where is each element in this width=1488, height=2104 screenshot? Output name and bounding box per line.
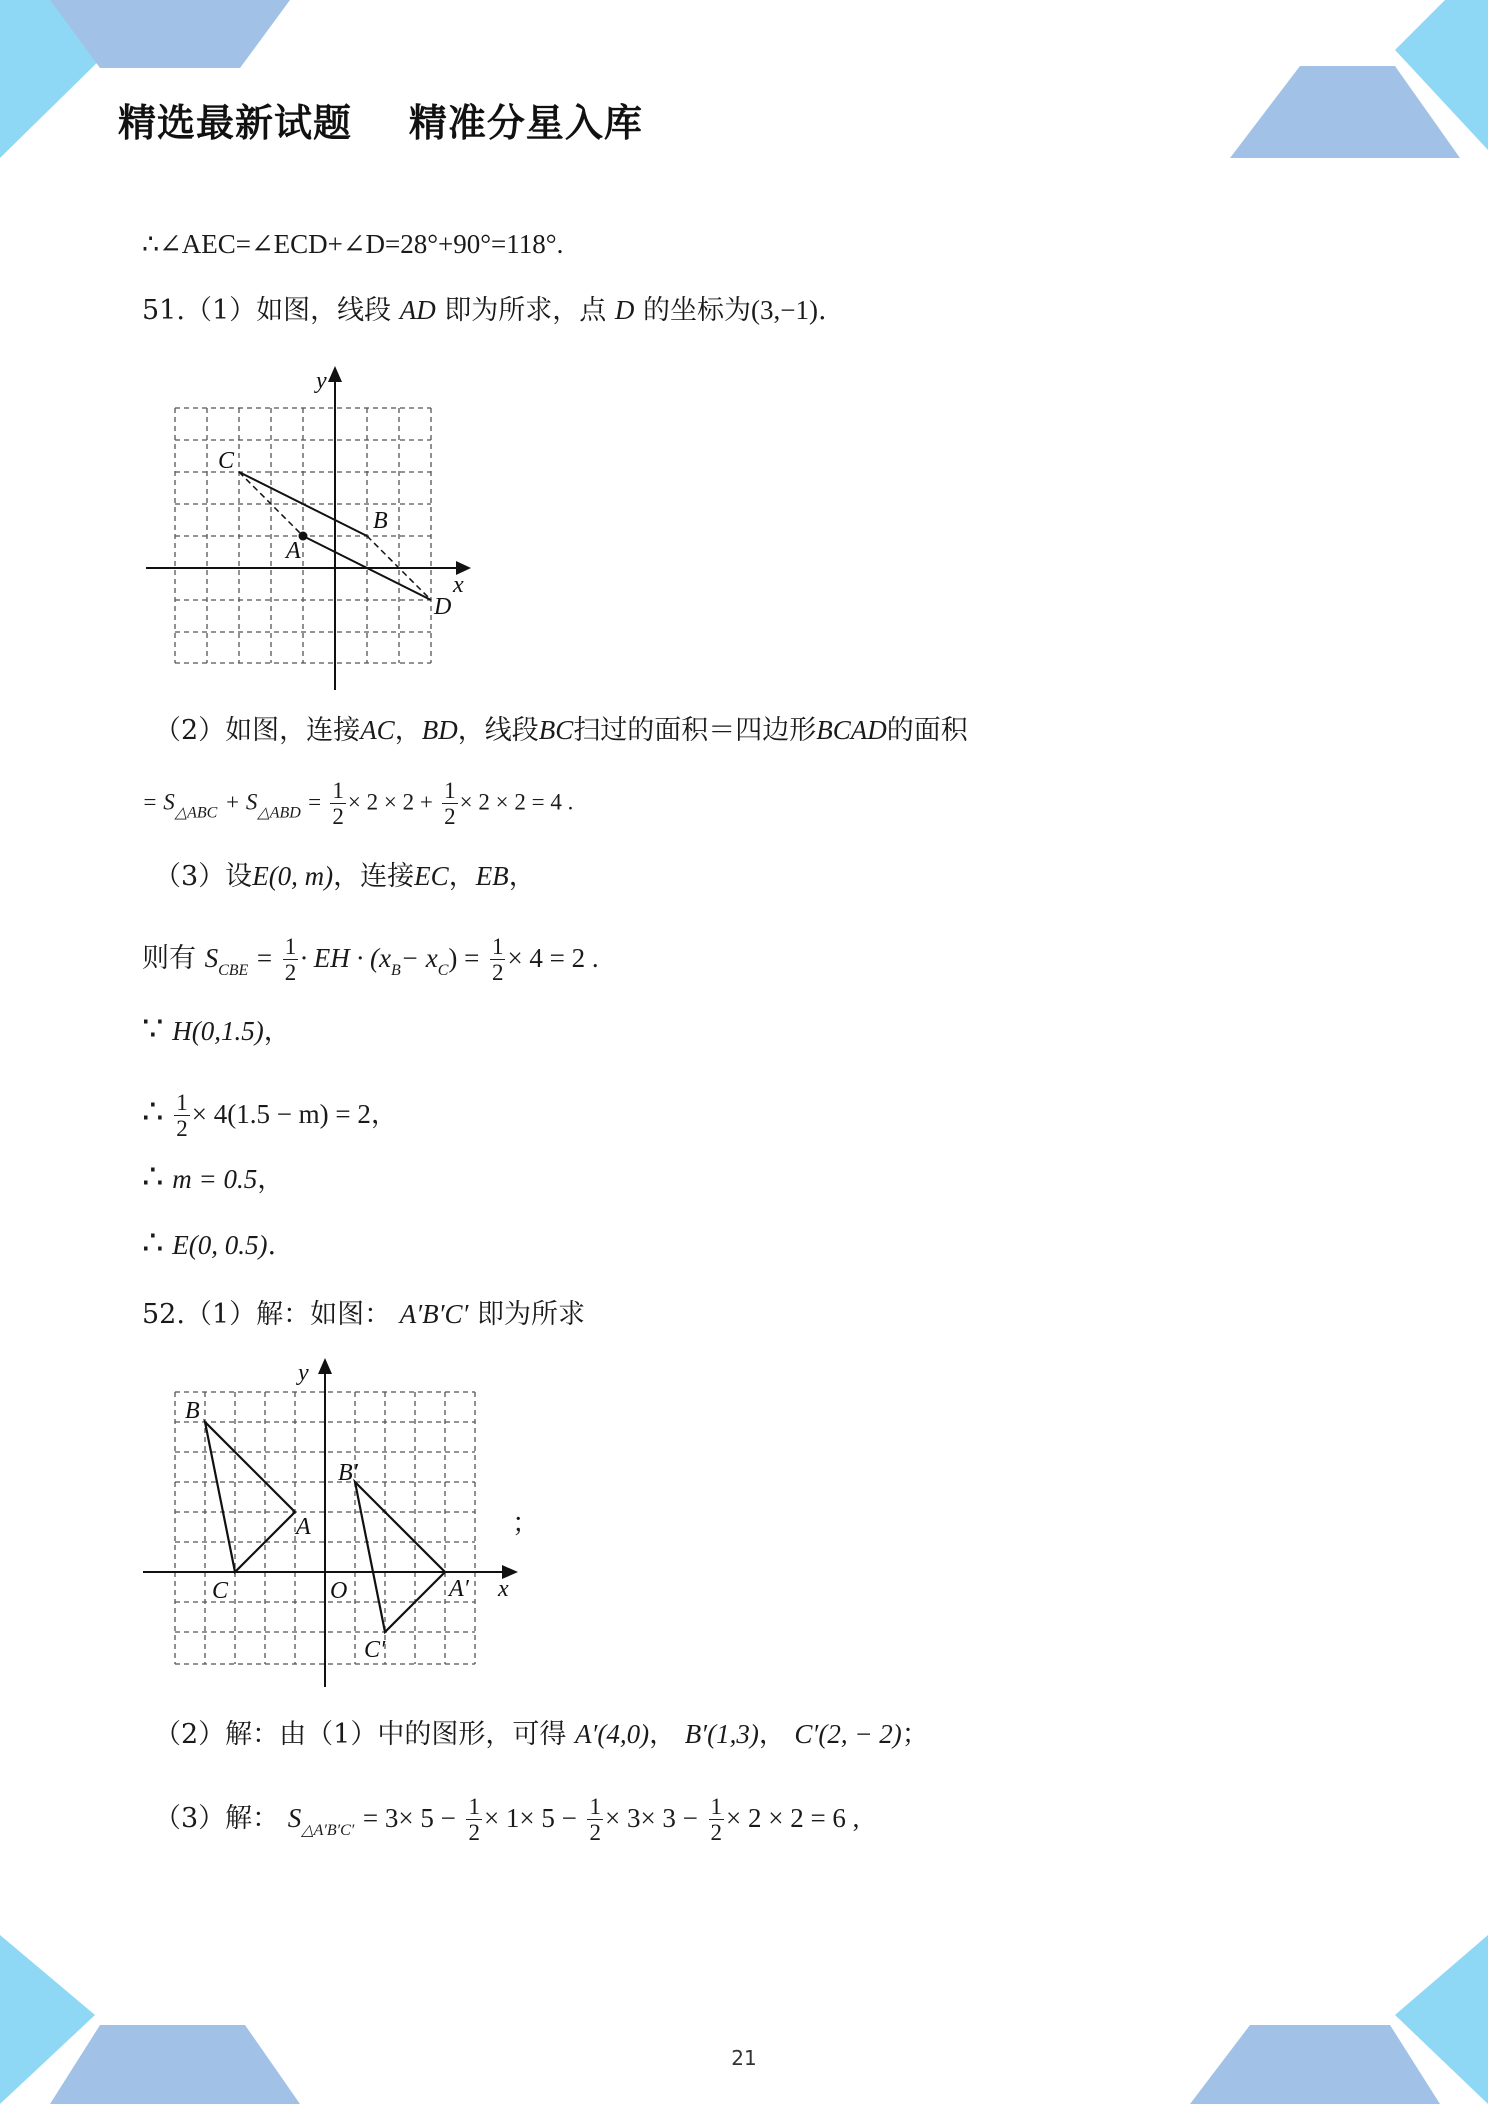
triangle-a2b2c2 (355, 1482, 445, 1632)
page-number: 21 (731, 2046, 757, 2070)
label-c-prime: C′ (364, 1637, 386, 1663)
line-e-point: ∴ E(0, 0.5). (142, 1225, 277, 1262)
fraction-half: $\frac{1}{2}$ (589, 1794, 601, 1845)
label-x: x (453, 572, 464, 598)
label-b-prime: B′ (338, 1460, 358, 1486)
q52-part2: （2）解：由（1）中的图形，可得 A′(4,0)， B′(1,3)， C′(2, − 2)； (154, 1719, 929, 1750)
label-o: O (330, 1578, 348, 1604)
q51-part1: 51.（1）如图，线段 AD 即为所求，点 D 的坐标为(3,−1). (142, 295, 827, 326)
label-x: x (498, 1576, 509, 1602)
label-b: B (185, 1398, 200, 1424)
fraction-half: $\frac{1}{2}$ (332, 778, 344, 829)
line-equation-m: ∴ $\frac{1}{2}$ × 4(1.5 − m) = 2， (142, 1090, 398, 1141)
text-line-aec: ∴∠AEC=∠ECD+∠D=28°+90°=118°. (142, 229, 564, 259)
label-y: y (316, 368, 327, 394)
fraction-half: $\frac{1}{2}$ (444, 778, 456, 829)
label-y: y (298, 1360, 309, 1386)
q51-part3: （3）设E(0, m)，连接EC，EB， (154, 861, 536, 892)
label-c: C (218, 448, 235, 474)
header-title: 精选最新试题 精准分星入库 (118, 101, 643, 145)
q52-part3: （3）解： $S_{\triangle A'B'C'} = 3\times 5$ − $\frac{1}{2}$ × 1× 5 − $\frac{1}{2}$ × 3× 3 − $\frac{1}{2}$ × 2 × 2 = 6 , (154, 1794, 860, 1845)
fraction-half: $\frac{1}{2}$ (491, 934, 504, 985)
fraction-half: $\frac{1}{2}$ (284, 934, 297, 985)
figure-51-grid (138, 360, 478, 700)
fraction-half: $\frac{1}{2}$ (468, 1794, 480, 1845)
label-a: A (296, 1514, 311, 1540)
y-axis-arrow (328, 366, 342, 382)
triangle-abc (205, 1422, 295, 1572)
line-h-point: ∵ H(0,1.5)， (142, 1011, 291, 1048)
label-a: A (286, 538, 301, 564)
label-c: C (212, 1578, 229, 1604)
equation-area-bcad: = $S_{\triangle ABC} + S_{\triangle ABD}$ = $\frac{1}{2}$ × 2 × 2 + $\frac{1}{2}$ × 2 × 2 = 4 . (142, 778, 574, 829)
label-a-prime: A′ (449, 1576, 469, 1602)
q51-part2: （2）如图，连接AC，BD，线段BC扫过的面积＝四边形BCAD的面积 (154, 715, 968, 746)
label-d: D (434, 594, 452, 620)
figure-52-grid (138, 1352, 528, 1692)
equation-s-cbe: 则有 $S_{CBE}$ = $\frac{1}{2}$ · EH · $(x_B- x_C)$ = $\frac{1}{2}$ × 4 = 2 . (142, 934, 599, 985)
fraction-half: $\frac{1}{2}$ (176, 1090, 188, 1141)
y-axis-arrow (318, 1358, 332, 1374)
q52-part1: 52.（1）解：如图： A′B′C′ 即为所求 (142, 1299, 586, 1330)
figure-semicolon: ； (512, 1508, 539, 1539)
label-b: B (373, 508, 388, 534)
fraction-half: $\frac{1}{2}$ (710, 1794, 722, 1845)
line-m-value: ∴ m = 0.5， (142, 1159, 285, 1196)
